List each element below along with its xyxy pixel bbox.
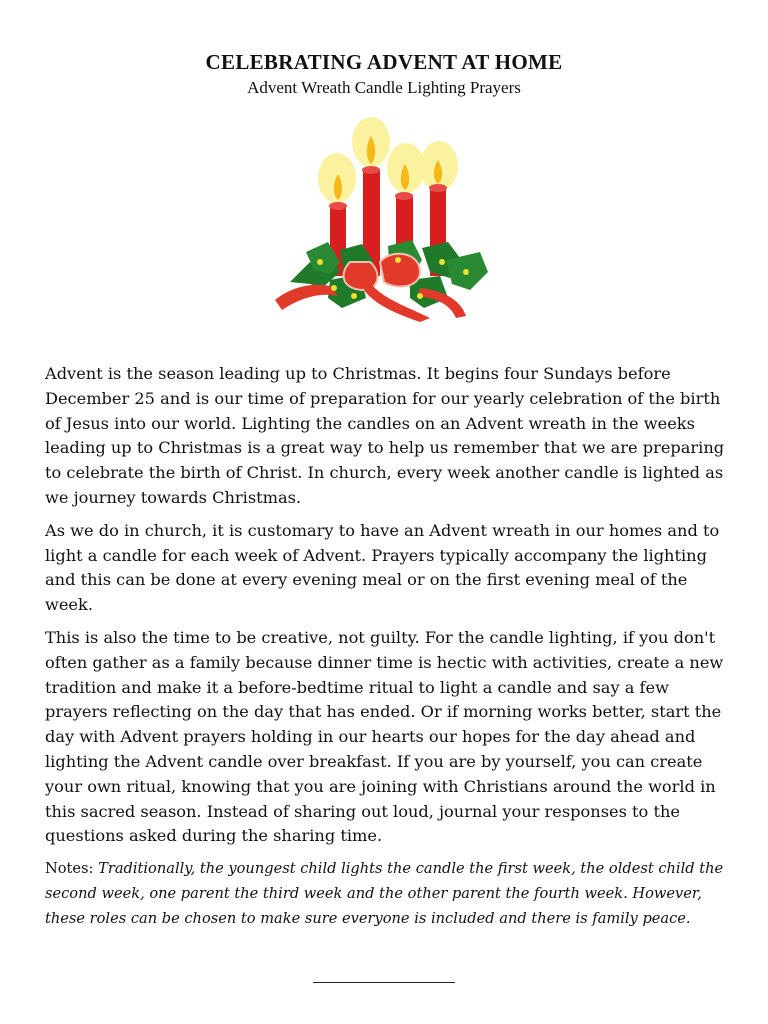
berry <box>351 293 357 299</box>
notes <box>45 856 735 931</box>
berry <box>331 285 337 291</box>
notes-text: Traditionally, the youngest child lights the candle the first week, the oldest child the second week, one parent the third week and the other parent the fourth week. However, these roles can be chosen to make sure everyone is included and there is family peace. <box>45 860 724 927</box>
paragraph: Advent is the season leading up to Christmas. It begins four Sundays before December 25 and is our time of preparation for our yearly celebration of the birth of Jesus into our world. Lighting the candles on an Advent wreath in the weeks leading up to Christmas is a great way to help us remember that we are preparing to celebrate the birth of Christ. In church, every week another candle is lighted as we journey towards Christmas. <box>45 364 725 507</box>
page-title: CELEBRATING ADVENT AT HOME <box>205 50 563 74</box>
footer-rule <box>313 982 455 983</box>
berry <box>395 257 401 263</box>
berry <box>463 269 469 275</box>
body-text <box>45 362 735 857</box>
paragraph: This is also the time to be creative, not guilty. For the candle lighting, if you don't often gather as a family because dinner time is hectic with activities, create a new tradition and make it a before-bedtime ritual to light a candle and say a few prayers reflecting on the day that has ended. Or if morning works better, start the day with Advent prayers holding in our hearts our hopes for the day ahead and lighting the Advent candle over breakfast. If you are by yourself, you can create your own ritual, knowing that you are joining with Christians around the world in this sacred season. Instead of sharing out loud, journal your responses to the questions asked during the sharing time. <box>45 627 724 846</box>
berry <box>417 293 423 299</box>
berry <box>439 259 445 265</box>
berry <box>317 259 323 265</box>
advent-wreath-icon <box>270 112 500 322</box>
notes-label: Notes: <box>45 860 94 877</box>
page-subtitle: Advent Wreath Candle Lighting Prayers <box>247 78 521 97</box>
paragraph: As we do in church, it is customary to have an Advent wreath in our homes and to light a candle for each week of Advent. Prayers typically accompany the lighting and this can be done at every evening meal or on the first evening meal of the week. <box>45 520 720 615</box>
